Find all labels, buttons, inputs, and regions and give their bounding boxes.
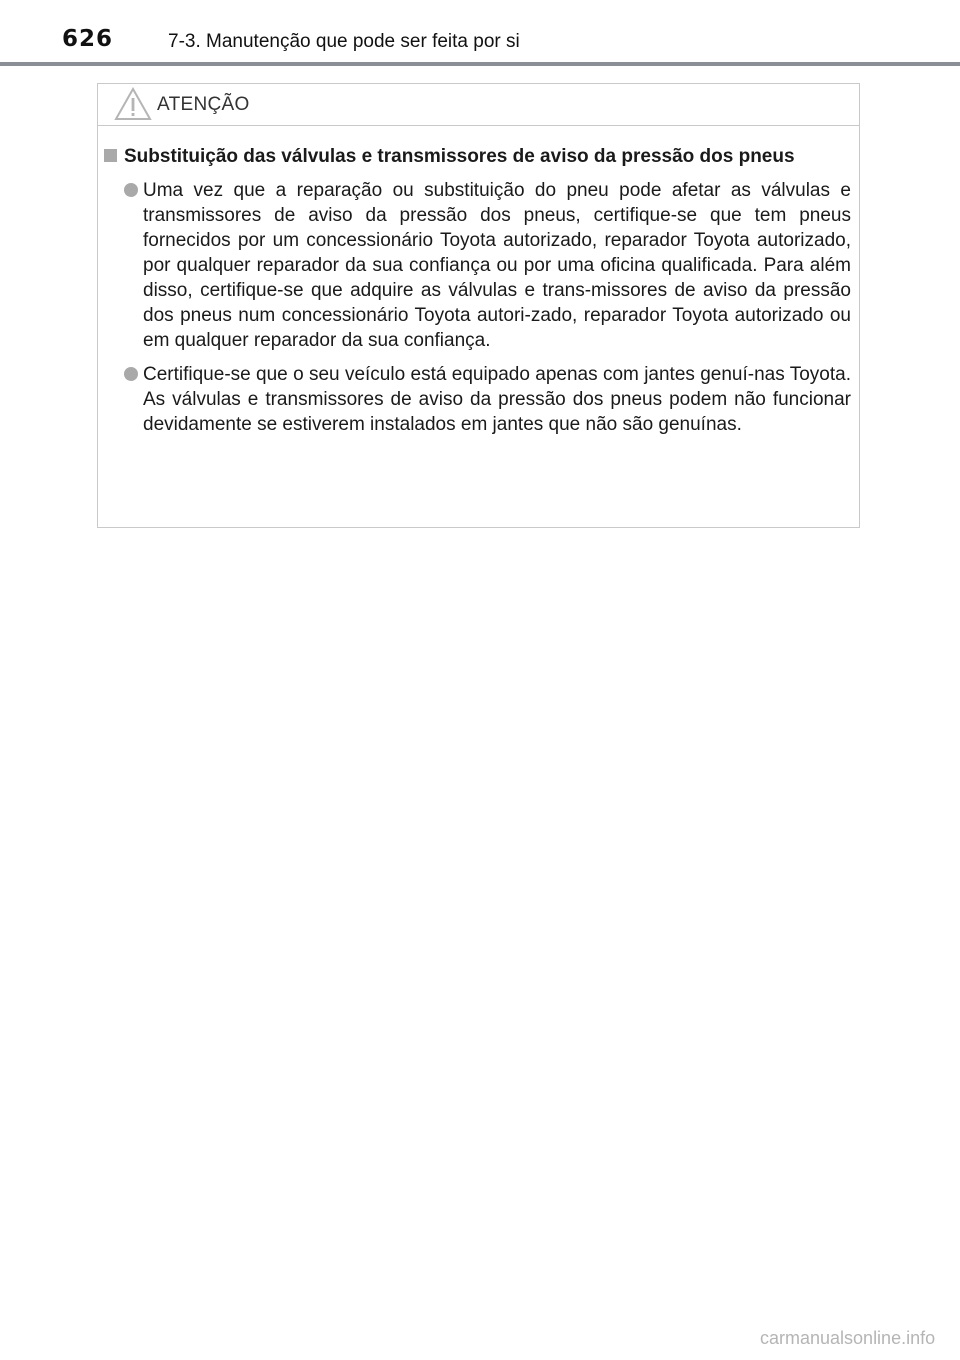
section-title: 7-3. Manutenção que pode ser feita por si (168, 31, 520, 52)
list-item (143, 362, 851, 437)
circle-bullet-icon (124, 183, 138, 197)
warning-heading (124, 144, 851, 169)
list-item (143, 178, 851, 353)
warning-header (98, 84, 859, 126)
warning-triangle-icon (114, 87, 152, 121)
warning-title: ATENÇÃO (157, 94, 250, 115)
watermark: carmanualsonline.info (760, 1328, 936, 1348)
square-bullet-icon (104, 149, 117, 162)
warning-box (97, 83, 860, 528)
circle-bullet-icon (124, 367, 138, 381)
warning-body (98, 144, 859, 437)
page-number: 626 (62, 26, 114, 52)
warning-heading-text: Substituição das válvulas e transmissores de aviso da pressão dos pneus (124, 146, 795, 167)
list-item-text: Certifique-se que o seu veículo está equipado apenas com jantes genuí-nas Toyota. As válvulas e transmissores de aviso da pressão dos pneus podem não funcionar devidamente se estiverem instalados em jantes que não são genuínas. (143, 364, 851, 435)
page-header (0, 0, 960, 62)
list-item-text: Uma vez que a reparação ou substituição do pneu pode afetar as válvulas e transmissores de aviso da pressão dos pneus, certifique-se que tem pneus fornecidos por um concessionário Toyota autorizado, reparador Toyota autorizado, por qualquer reparador da sua confiança ou por uma oficina qualificada. Para além disso, certifique-se que adquire as válvulas e trans-missores de aviso da pressão dos pneus num concessionário Toyota autori-zado, reparador Toyota autorizado ou em qualquer reparador da sua confiança. (143, 180, 851, 351)
header-rule (0, 62, 960, 66)
